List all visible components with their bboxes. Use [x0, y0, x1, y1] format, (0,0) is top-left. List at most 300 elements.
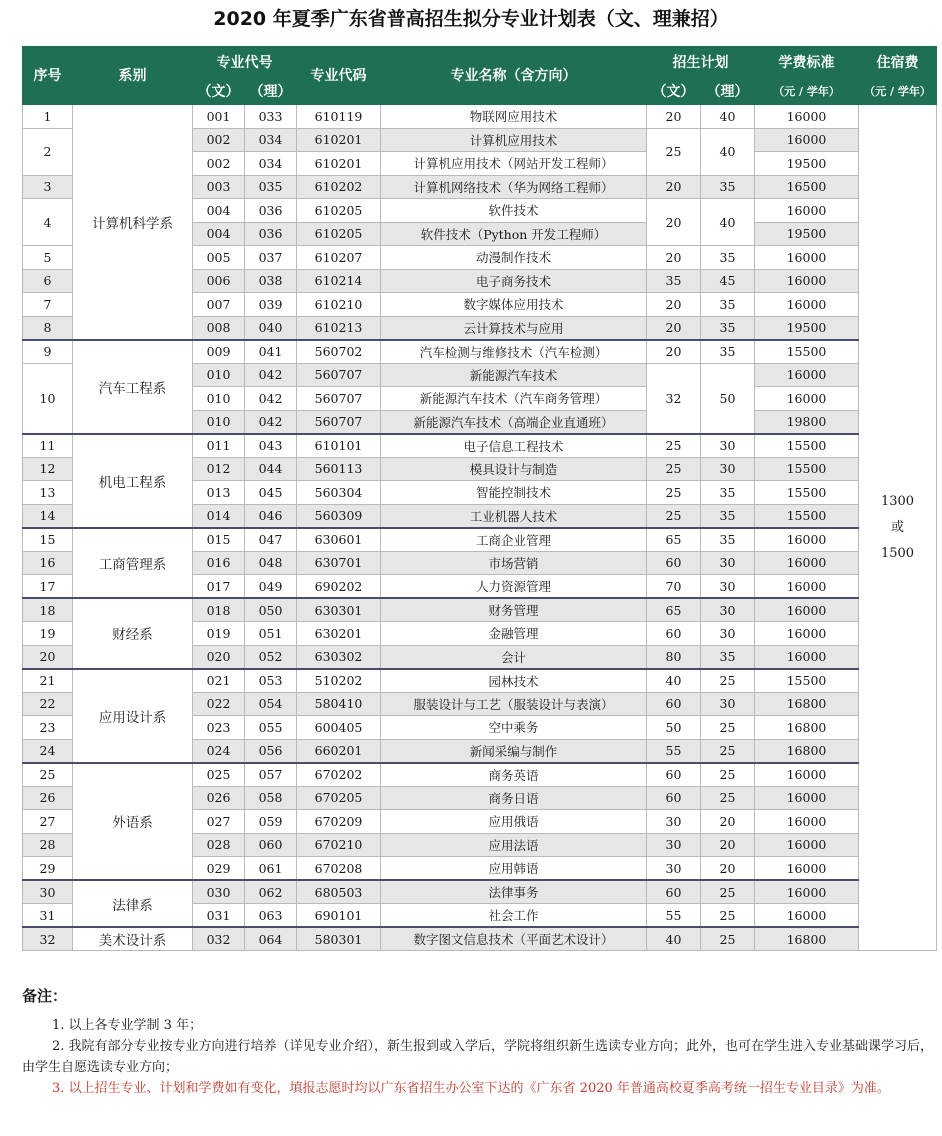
code-li-cell: 058 — [245, 786, 297, 810]
code-wen-cell: 003 — [193, 175, 245, 199]
code-li-cell: 044 — [245, 457, 297, 481]
major-name-cell: 新能源汽车技术（高端企业直通班） — [381, 410, 647, 434]
plan-wen-cell: 20 — [647, 293, 701, 317]
major-name-cell: 工业机器人技术 — [381, 504, 647, 528]
major-name-cell: 计算机应用技术（网站开发工程师） — [381, 152, 647, 176]
seq-cell: 7 — [23, 293, 73, 317]
table-row — [23, 880, 937, 904]
code-li-cell: 057 — [245, 763, 297, 787]
code-li-cell: 039 — [245, 293, 297, 317]
seq-cell: 24 — [23, 739, 73, 763]
plan-li-cell: 45 — [701, 269, 755, 293]
seq-cell: 20 — [23, 645, 73, 669]
plan-li-cell: 35 — [701, 246, 755, 270]
plan-wen-cell: 20 — [647, 199, 701, 246]
major-code-cell: 560707 — [297, 363, 381, 387]
fee-cell: 16000 — [755, 551, 859, 575]
major-code-cell: 600405 — [297, 716, 381, 740]
code-wen-cell: 008 — [193, 316, 245, 340]
seq-cell: 5 — [23, 246, 73, 270]
major-name-cell: 服装设计与工艺（服装设计与表演） — [381, 692, 647, 716]
code-li-cell: 041 — [245, 340, 297, 364]
fee-cell: 19800 — [755, 410, 859, 434]
major-code-cell: 610205 — [297, 222, 381, 246]
plan-wen-cell: 55 — [647, 739, 701, 763]
fee-cell: 16000 — [755, 598, 859, 622]
fee-cell: 16000 — [755, 528, 859, 552]
seq-cell: 15 — [23, 528, 73, 552]
major-name-cell: 会计 — [381, 645, 647, 669]
plan-li-cell: 20 — [701, 833, 755, 857]
fee-cell: 16000 — [755, 904, 859, 928]
fee-cell: 15500 — [755, 340, 859, 364]
major-name-cell: 法律事务 — [381, 880, 647, 904]
code-wen-cell: 001 — [193, 105, 245, 129]
major-name-cell: 软件技术（Python 开发工程师） — [381, 222, 647, 246]
plan-wen-cell: 60 — [647, 692, 701, 716]
code-li-cell: 048 — [245, 551, 297, 575]
code-wen-cell: 007 — [193, 293, 245, 317]
major-code-cell: 580301 — [297, 927, 381, 951]
fee-cell: 15500 — [755, 457, 859, 481]
plan-wen-cell: 60 — [647, 763, 701, 787]
seq-cell: 22 — [23, 692, 73, 716]
code-wen-cell: 015 — [193, 528, 245, 552]
code-wen-cell: 024 — [193, 739, 245, 763]
fee-cell: 19500 — [755, 222, 859, 246]
fee-cell: 16000 — [755, 786, 859, 810]
major-code-cell: 580410 — [297, 692, 381, 716]
plan-li-cell: 35 — [701, 481, 755, 505]
plan-wen-cell: 20 — [647, 316, 701, 340]
major-name-cell: 电子商务技术 — [381, 269, 647, 293]
plan-li-cell: 30 — [701, 622, 755, 646]
plan-wen-cell: 30 — [647, 857, 701, 881]
code-li-cell: 036 — [245, 222, 297, 246]
major-name-cell: 云计算技术与应用 — [381, 316, 647, 340]
seq-cell: 26 — [23, 786, 73, 810]
fee-cell: 16800 — [755, 716, 859, 740]
plan-li-cell: 25 — [701, 716, 755, 740]
major-code-cell: 610210 — [297, 293, 381, 317]
code-wen-cell: 009 — [193, 340, 245, 364]
code-wen-cell: 030 — [193, 880, 245, 904]
code-li-cell: 046 — [245, 504, 297, 528]
plan-li-cell: 30 — [701, 598, 755, 622]
code-wen-cell: 010 — [193, 387, 245, 411]
code-wen-cell: 029 — [193, 857, 245, 881]
dept-cell: 汽车工程系 — [73, 340, 193, 434]
major-code-cell: 560707 — [297, 410, 381, 434]
plan-wen-cell: 20 — [647, 105, 701, 129]
major-name-cell: 动漫制作技术 — [381, 246, 647, 270]
seq-cell: 2 — [23, 128, 73, 175]
plan-wen-cell: 80 — [647, 645, 701, 669]
code-li-cell: 049 — [245, 575, 297, 599]
fee-cell: 16800 — [755, 927, 859, 951]
major-code-cell: 560702 — [297, 340, 381, 364]
code-wen-cell: 014 — [193, 504, 245, 528]
major-name-cell: 商务日语 — [381, 786, 647, 810]
plan-wen-cell: 60 — [647, 622, 701, 646]
dept-cell: 美术设计系 — [73, 927, 193, 951]
fee-cell: 16800 — [755, 739, 859, 763]
seq-cell: 13 — [23, 481, 73, 505]
major-code-cell: 670210 — [297, 833, 381, 857]
major-code-cell: 690101 — [297, 904, 381, 928]
code-li-cell: 037 — [245, 246, 297, 270]
major-name-cell: 应用法语 — [381, 833, 647, 857]
major-name-cell: 应用韩语 — [381, 857, 647, 881]
note-item-1: 1. 以上各专业学制 3 年； — [52, 1018, 203, 1033]
plan-wen-cell: 20 — [647, 175, 701, 199]
major-code-cell: 630201 — [297, 622, 381, 646]
header-code-group: 专业代号 — [193, 47, 297, 80]
major-name-cell: 工商企业管理 — [381, 528, 647, 552]
fee-cell: 16000 — [755, 387, 859, 411]
seq-cell: 14 — [23, 504, 73, 528]
header-plan-li: （理） — [701, 80, 755, 105]
plan-li-cell: 35 — [701, 316, 755, 340]
code-li-cell: 042 — [245, 387, 297, 411]
notes-title: 备注： — [22, 987, 68, 1005]
code-wen-cell: 017 — [193, 575, 245, 599]
code-li-cell: 035 — [245, 175, 297, 199]
lodging-fee-b: 1500 — [880, 545, 915, 561]
plan-li-cell: 25 — [701, 739, 755, 763]
major-name-cell: 商务英语 — [381, 763, 647, 787]
plan-li-cell: 35 — [701, 504, 755, 528]
major-code-cell: 630601 — [297, 528, 381, 552]
seq-cell: 21 — [23, 669, 73, 693]
plan-li-cell: 35 — [701, 175, 755, 199]
fee-cell: 16000 — [755, 622, 859, 646]
dept-cell: 财经系 — [73, 598, 193, 669]
plan-wen-cell: 40 — [647, 927, 701, 951]
code-li-cell: 060 — [245, 833, 297, 857]
major-name-cell: 新能源汽车技术（汽车商务管理） — [381, 387, 647, 411]
header-plan-wen: （文） — [647, 80, 701, 105]
plan-li-cell: 25 — [701, 927, 755, 951]
plan-li-cell: 35 — [701, 528, 755, 552]
seq-cell: 31 — [23, 904, 73, 928]
code-li-cell: 062 — [245, 880, 297, 904]
code-wen-cell: 016 — [193, 551, 245, 575]
code-wen-cell: 002 — [193, 152, 245, 176]
plan-wen-cell: 55 — [647, 904, 701, 928]
seq-cell: 29 — [23, 857, 73, 881]
header-fee: 学费标准 — [755, 47, 859, 80]
major-code-cell: 610202 — [297, 175, 381, 199]
plan-wen-cell: 25 — [647, 504, 701, 528]
code-li-cell: 054 — [245, 692, 297, 716]
seq-cell: 28 — [23, 833, 73, 857]
header-dept: 系别 — [73, 47, 193, 105]
major-code-cell: 670202 — [297, 763, 381, 787]
seq-cell: 19 — [23, 622, 73, 646]
code-li-cell: 047 — [245, 528, 297, 552]
table-row — [23, 927, 937, 951]
table-row — [23, 598, 937, 622]
plan-wen-cell: 25 — [647, 481, 701, 505]
code-li-cell: 055 — [245, 716, 297, 740]
major-code-cell: 510202 — [297, 669, 381, 693]
major-name-cell: 计算机网络技术（华为网络工程师） — [381, 175, 647, 199]
header-lodge: 住宿费 — [859, 47, 937, 80]
major-name-cell: 新能源汽车技术 — [381, 363, 647, 387]
plan-li-cell: 25 — [701, 669, 755, 693]
code-li-cell: 053 — [245, 669, 297, 693]
seq-cell: 8 — [23, 316, 73, 340]
plan-wen-cell: 25 — [647, 457, 701, 481]
plan-li-cell: 30 — [701, 434, 755, 458]
major-code-cell: 610207 — [297, 246, 381, 270]
note-item-3: 3. 以上招生专业、计划和学费如有变化，填报志愿时均以广东省招生办公室下达的《广东省 2020 年普通高校夏季高考统一招生专业目录》为准。 — [52, 1081, 890, 1096]
code-li-cell: 061 — [245, 857, 297, 881]
dept-cell: 工商管理系 — [73, 528, 193, 599]
major-name-cell: 物联网应用技术 — [381, 105, 647, 129]
major-name-cell: 新闻采编与制作 — [381, 739, 647, 763]
major-code-cell: 610213 — [297, 316, 381, 340]
seq-cell: 9 — [23, 340, 73, 364]
plan-wen-cell: 32 — [647, 363, 701, 434]
major-code-cell: 610101 — [297, 434, 381, 458]
major-code-cell: 610214 — [297, 269, 381, 293]
code-li-cell: 051 — [245, 622, 297, 646]
table-row — [23, 528, 937, 552]
plan-li-cell: 20 — [701, 810, 755, 834]
code-wen-cell: 018 — [193, 598, 245, 622]
plan-li-cell: 35 — [701, 645, 755, 669]
code-wen-cell: 010 — [193, 410, 245, 434]
major-name-cell: 财务管理 — [381, 598, 647, 622]
fee-cell: 16000 — [755, 293, 859, 317]
code-li-cell: 042 — [245, 363, 297, 387]
major-code-cell: 560707 — [297, 387, 381, 411]
fee-cell: 16000 — [755, 105, 859, 129]
table-row — [23, 340, 937, 364]
plan-li-cell: 20 — [701, 857, 755, 881]
code-wen-cell: 028 — [193, 833, 245, 857]
major-code-cell: 690202 — [297, 575, 381, 599]
header-plan-group: 招生计划 — [647, 47, 755, 80]
seq-cell: 16 — [23, 551, 73, 575]
seq-cell: 6 — [23, 269, 73, 293]
major-code-cell: 610205 — [297, 199, 381, 223]
fee-cell: 19500 — [755, 152, 859, 176]
fee-cell: 16000 — [755, 269, 859, 293]
header-code-li: （理） — [245, 80, 297, 105]
plan-wen-cell: 50 — [647, 716, 701, 740]
major-name-cell: 园林技术 — [381, 669, 647, 693]
code-wen-cell: 002 — [193, 128, 245, 152]
table-row — [23, 669, 937, 693]
table-row — [23, 105, 937, 129]
plan-li-cell: 50 — [701, 363, 755, 434]
major-code-cell: 610119 — [297, 105, 381, 129]
plan-wen-cell: 25 — [647, 128, 701, 175]
plan-wen-cell: 40 — [647, 669, 701, 693]
code-wen-cell: 022 — [193, 692, 245, 716]
plan-li-cell: 30 — [701, 692, 755, 716]
lodging-fee-cell — [859, 105, 937, 951]
major-name-cell: 数字图文信息技术（平面艺术设计） — [381, 927, 647, 951]
major-name-cell: 智能控制技术 — [381, 481, 647, 505]
code-li-cell: 042 — [245, 410, 297, 434]
seq-cell: 32 — [23, 927, 73, 951]
code-li-cell: 059 — [245, 810, 297, 834]
code-li-cell: 063 — [245, 904, 297, 928]
plan-wen-cell: 25 — [647, 434, 701, 458]
dept-cell: 计算机科学系 — [73, 105, 193, 340]
seq-cell: 11 — [23, 434, 73, 458]
code-wen-cell: 032 — [193, 927, 245, 951]
code-wen-cell: 012 — [193, 457, 245, 481]
dept-cell: 应用设计系 — [73, 669, 193, 763]
code-wen-cell: 031 — [193, 904, 245, 928]
plan-wen-cell: 60 — [647, 786, 701, 810]
dept-cell: 机电工程系 — [73, 434, 193, 528]
plan-wen-cell: 60 — [647, 880, 701, 904]
plan-li-cell: 30 — [701, 575, 755, 599]
notes-section — [22, 986, 936, 1099]
header-seq: 序号 — [23, 47, 73, 105]
plan-wen-cell: 20 — [647, 340, 701, 364]
plan-wen-cell: 65 — [647, 528, 701, 552]
fee-cell: 15500 — [755, 504, 859, 528]
plan-li-cell: 40 — [701, 199, 755, 246]
major-code-cell: 610201 — [297, 128, 381, 152]
dept-cell: 法律系 — [73, 880, 193, 927]
plan-wen-cell: 65 — [647, 598, 701, 622]
code-li-cell: 038 — [245, 269, 297, 293]
seq-cell: 23 — [23, 716, 73, 740]
fee-cell: 16000 — [755, 763, 859, 787]
code-wen-cell: 004 — [193, 222, 245, 246]
code-wen-cell: 025 — [193, 763, 245, 787]
code-li-cell: 033 — [245, 105, 297, 129]
plan-li-cell: 30 — [701, 551, 755, 575]
plan-li-cell: 40 — [701, 128, 755, 175]
major-code-cell: 670208 — [297, 857, 381, 881]
code-li-cell: 045 — [245, 481, 297, 505]
plan-wen-cell: 30 — [647, 833, 701, 857]
code-wen-cell: 006 — [193, 269, 245, 293]
major-name-cell: 软件技术 — [381, 199, 647, 223]
seq-cell: 3 — [23, 175, 73, 199]
code-li-cell: 036 — [245, 199, 297, 223]
major-name-cell: 计算机应用技术 — [381, 128, 647, 152]
fee-cell: 16800 — [755, 692, 859, 716]
seq-cell: 4 — [23, 199, 73, 246]
plan-li-cell: 25 — [701, 880, 755, 904]
major-name-cell: 模具设计与制造 — [381, 457, 647, 481]
fee-cell: 16000 — [755, 857, 859, 881]
major-name-cell: 汽车检测与维修技术（汽车检测） — [381, 340, 647, 364]
major-name-cell: 空中乘务 — [381, 716, 647, 740]
plan-li-cell: 35 — [701, 340, 755, 364]
header-major-name: 专业名称（含方向） — [381, 47, 647, 105]
lodging-fee-or: 或 — [890, 519, 904, 535]
fee-cell: 16000 — [755, 575, 859, 599]
fee-cell: 16000 — [755, 645, 859, 669]
seq-cell: 12 — [23, 457, 73, 481]
seq-cell: 18 — [23, 598, 73, 622]
fee-cell: 16000 — [755, 363, 859, 387]
major-code-cell: 560304 — [297, 481, 381, 505]
fee-cell: 16000 — [755, 199, 859, 223]
fee-cell: 16000 — [755, 246, 859, 270]
page-title: 2020 年夏季广东省普高招生拟分专业计划表（文、理兼招） — [213, 8, 729, 30]
code-li-cell: 034 — [245, 128, 297, 152]
table-row — [23, 434, 937, 458]
fee-cell: 15500 — [755, 669, 859, 693]
major-code-cell: 660201 — [297, 739, 381, 763]
plan-wen-cell: 35 — [647, 269, 701, 293]
code-wen-cell: 020 — [193, 645, 245, 669]
code-wen-cell: 026 — [193, 786, 245, 810]
fee-cell: 15500 — [755, 434, 859, 458]
plan-li-cell: 25 — [701, 786, 755, 810]
seq-cell: 17 — [23, 575, 73, 599]
major-name-cell: 人力资源管理 — [381, 575, 647, 599]
header-major-code: 专业代码 — [297, 47, 381, 105]
seq-cell: 30 — [23, 880, 73, 904]
major-name-cell: 数字媒体应用技术 — [381, 293, 647, 317]
plan-li-cell: 30 — [701, 457, 755, 481]
fee-cell: 15500 — [755, 481, 859, 505]
plan-wen-cell: 30 — [647, 810, 701, 834]
fee-cell: 16500 — [755, 175, 859, 199]
fee-cell: 16000 — [755, 833, 859, 857]
major-name-cell: 市场营销 — [381, 551, 647, 575]
code-wen-cell: 011 — [193, 434, 245, 458]
major-code-cell: 670205 — [297, 786, 381, 810]
code-wen-cell: 013 — [193, 481, 245, 505]
code-li-cell: 064 — [245, 927, 297, 951]
code-wen-cell: 004 — [193, 199, 245, 223]
table-body — [23, 105, 937, 951]
fee-cell: 19500 — [755, 316, 859, 340]
fee-cell: 16000 — [755, 810, 859, 834]
table-row — [23, 763, 937, 787]
fee-cell: 16000 — [755, 880, 859, 904]
seq-cell: 27 — [23, 810, 73, 834]
seq-cell: 25 — [23, 763, 73, 787]
major-code-cell: 630302 — [297, 645, 381, 669]
major-code-cell: 610201 — [297, 152, 381, 176]
dept-cell: 外语系 — [73, 763, 193, 881]
major-code-cell: 630701 — [297, 551, 381, 575]
major-name-cell: 应用俄语 — [381, 810, 647, 834]
code-wen-cell: 010 — [193, 363, 245, 387]
plan-li-cell: 25 — [701, 904, 755, 928]
code-wen-cell: 005 — [193, 246, 245, 270]
plan-wen-cell: 20 — [647, 246, 701, 270]
seq-cell: 1 — [23, 105, 73, 129]
major-code-cell: 630301 — [297, 598, 381, 622]
header-lodge-unit: （元 / 学年） — [859, 80, 937, 105]
plan-wen-cell: 70 — [647, 575, 701, 599]
major-code-cell: 680503 — [297, 880, 381, 904]
lodging-fee-a: 1300 — [880, 493, 915, 509]
code-li-cell: 043 — [245, 434, 297, 458]
major-code-cell: 560113 — [297, 457, 381, 481]
header-code-wen: （文） — [193, 80, 245, 105]
header-fee-unit: （元 / 学年） — [755, 80, 859, 105]
code-wen-cell: 019 — [193, 622, 245, 646]
plan-wen-cell: 60 — [647, 551, 701, 575]
